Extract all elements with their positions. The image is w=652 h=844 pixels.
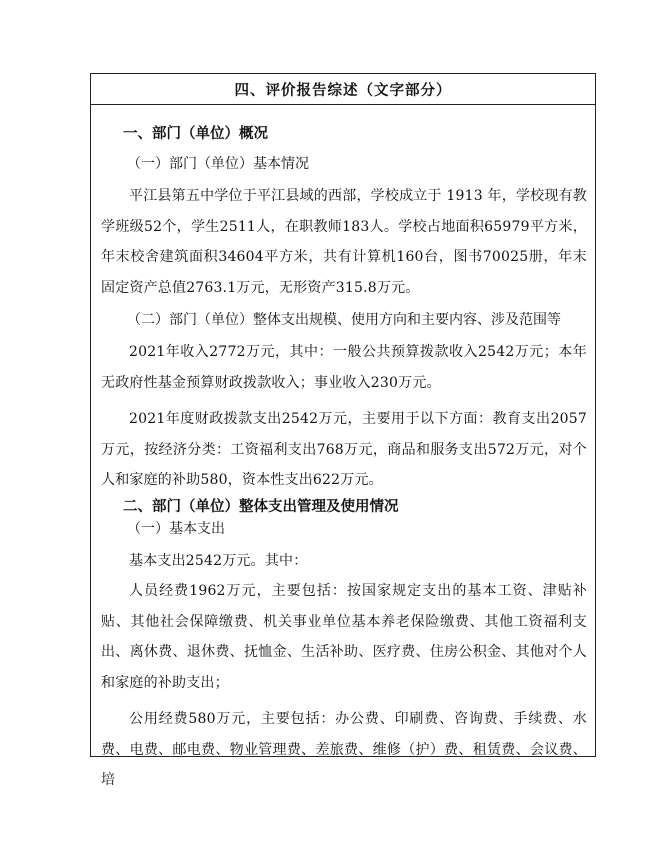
paragraph-public-expenses: 公用经费580万元，主要包括：办公费、印刷费、咨询费、手续费、水费、电费、邮电费、物业管理费、差旅费、维修（护）费、租赁费、会议费、培 [101, 711, 587, 788]
section-title: 四、评价报告综述（文字部分） [91, 74, 595, 105]
subheading-expenditure-scale: （二）部门（单位）整体支出规模、使用方向和主要内容、涉及范围等 [127, 312, 561, 328]
report-table [90, 73, 596, 788]
paragraph-expenditure: 2021年度财政拨款支出2542万元，主要用于以下方面：教育支出2057万元，按经济分类：工资福利支出768万元，商品和服务支出572万元，对个人和家庭的补助580，资本性支出622万元。 [101, 411, 587, 488]
paragraph-income: 2021年收入2772万元，其中：一般公共预算拨款收入2542万元；本年无政府性基金预算财政拨款收入；事业收入230万元。 [101, 344, 587, 391]
report-body [91, 123, 595, 796]
heading-department-overview: 一、部门（单位）概况 [123, 125, 268, 142]
paragraph-basic-expenditure: 基本支出2542万元。其中： [129, 552, 308, 569]
subheading-basic-info: （一）部门（单位）基本情况 [127, 156, 309, 172]
subheading-basic-expenditure: （一）基本支出 [127, 520, 225, 537]
heading-expenditure-management: 二、部门（单位）整体支出管理及使用情况 [123, 497, 399, 515]
paragraph-basic-info: 平江县第五中学位于平江县域的西部，学校成立于 1913 年，学校现有教学班级52个，学生2511人，在职教师183人。学校占地面积65979平方米，年末校舍建筑面积34604平方米，共有计算机160台，图书70025册，年末固定资产总值2763.1万元，无形资产315.8万元。 [101, 188, 587, 296]
paragraph-personnel-expenses: 人员经费1962万元，主要包括：按国家规定支出的基本工资、津贴补贴、其他社会保障缴费、机关事业单位基本养老保险缴费、其他工资福利支出、离休费、退休费、抚恤金、生活补助、医疗费、住房公积金、其他对个人和家庭的补助支出； [101, 583, 587, 691]
